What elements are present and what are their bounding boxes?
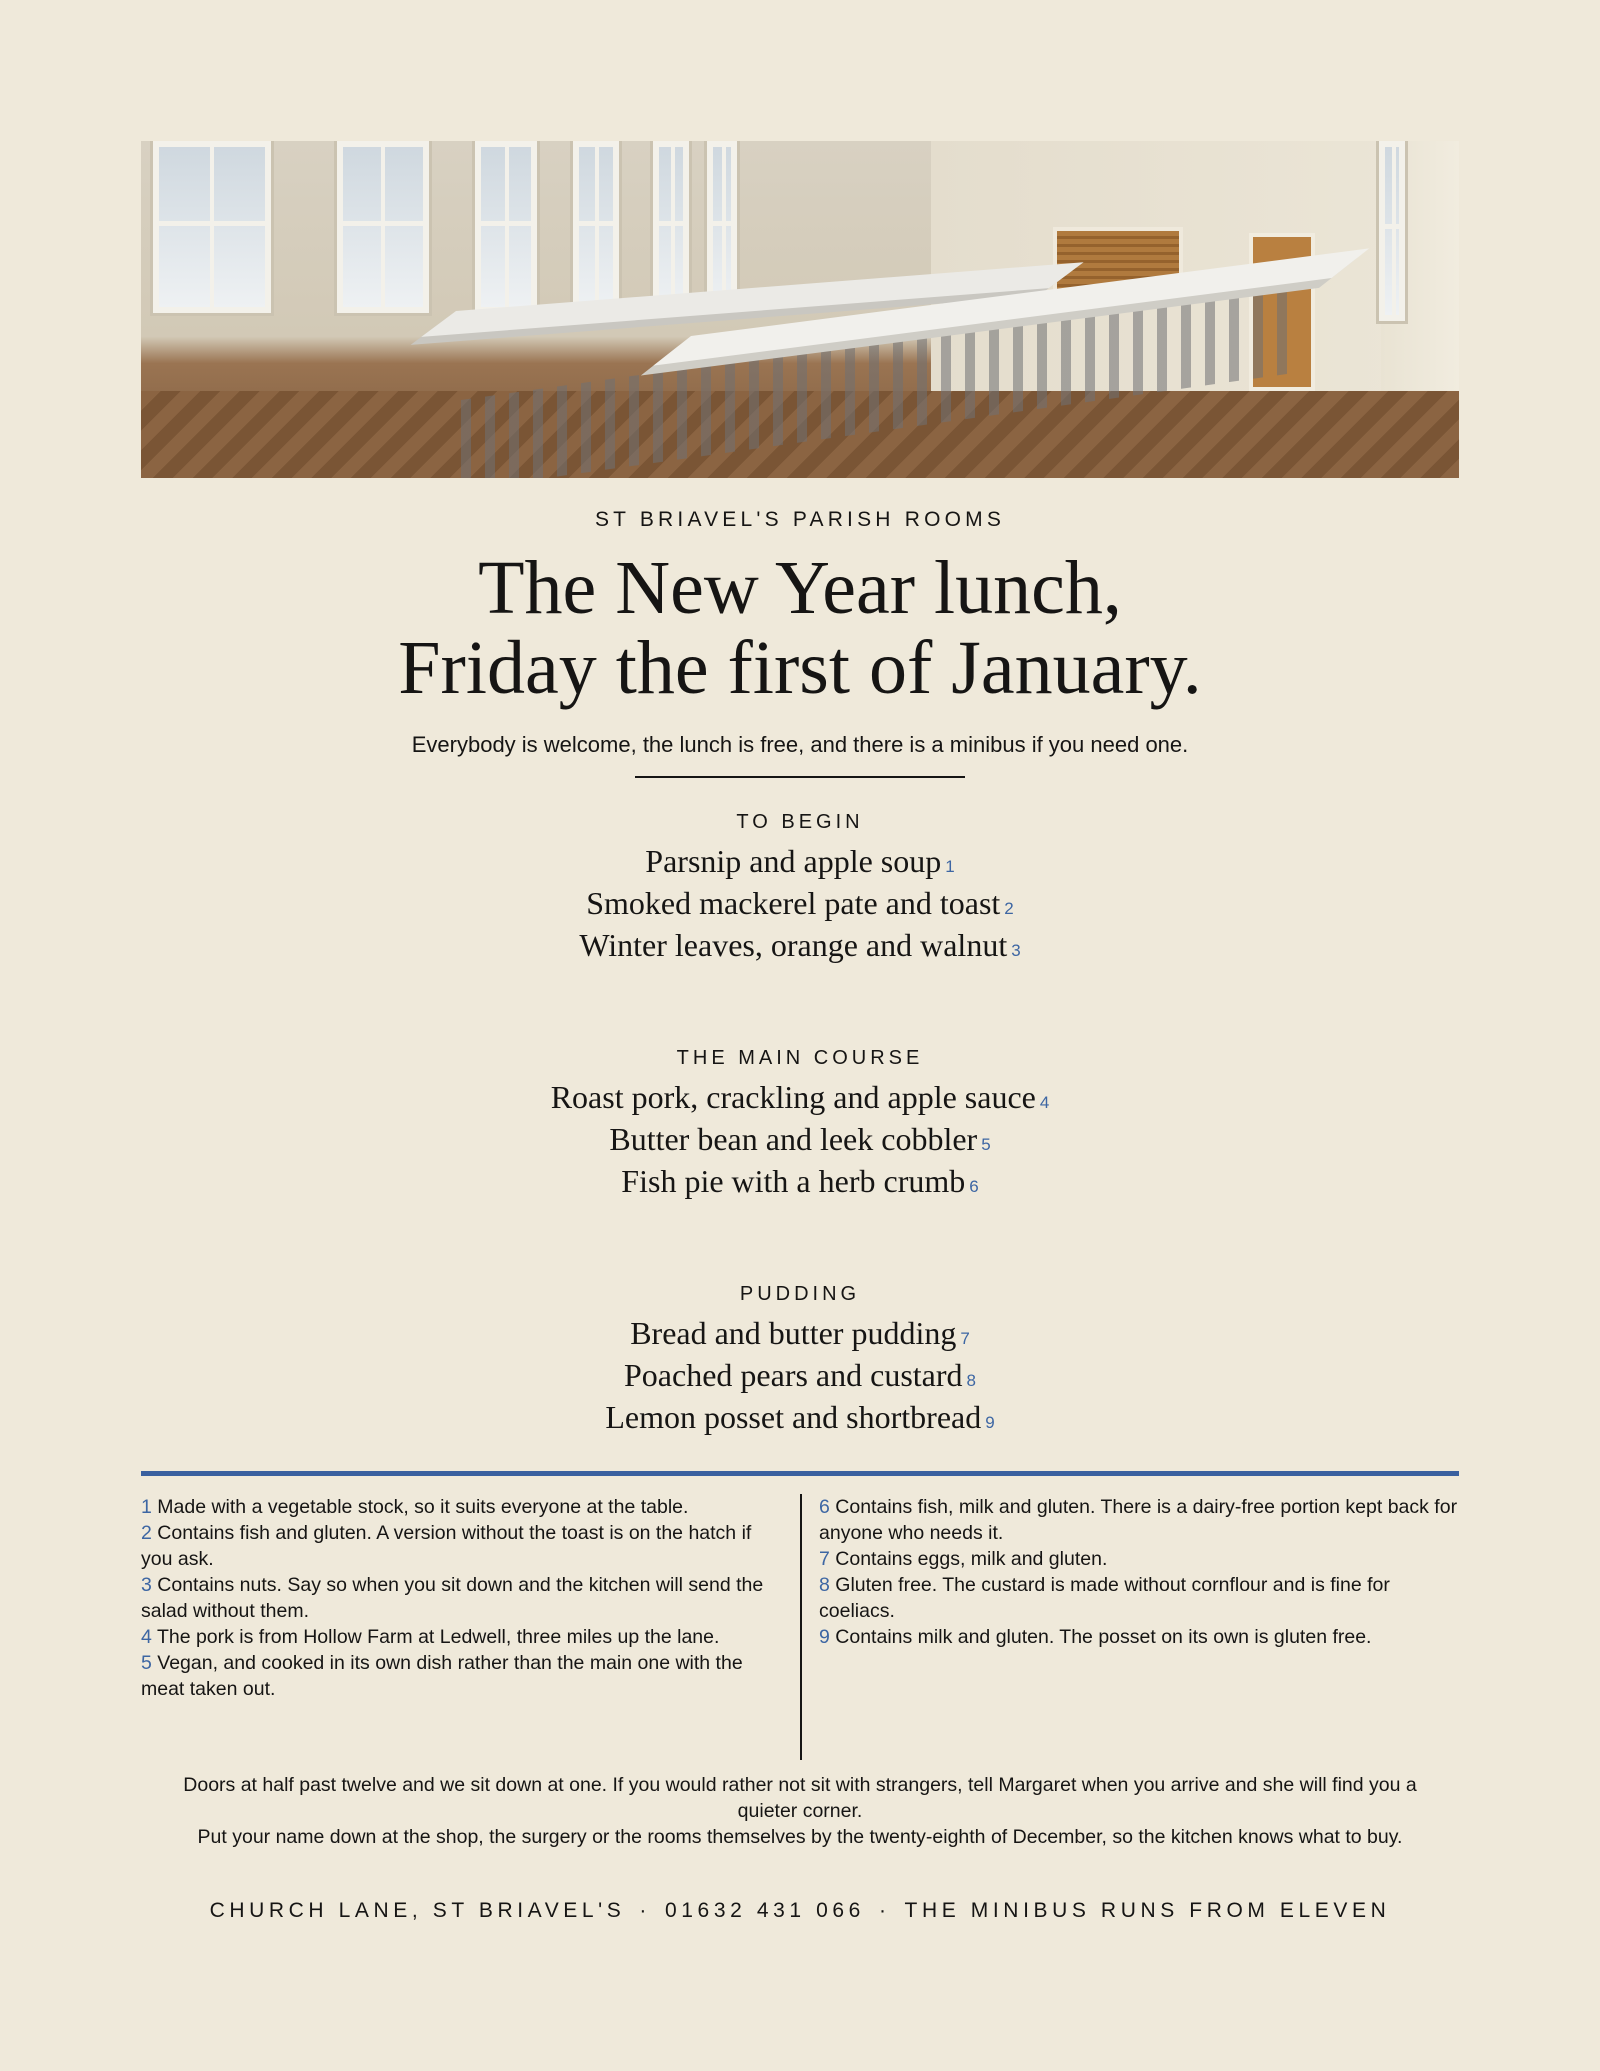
dish-item: Roast pork, crackling and apple sauce 4 xyxy=(550,1079,1050,1115)
footer-minibus: THE MINIBUS RUNS FROM ELEVEN xyxy=(904,1899,1391,1922)
title-line-2: Friday the first of January. xyxy=(398,626,1202,710)
footnote: 6 Contains fish, milk and gluten. There is a dairy-free portion kept back for anyone who needs it. xyxy=(819,1496,1458,1544)
footnote-ref: 2 xyxy=(1004,899,1014,918)
section-heading: THE MAIN COURSE xyxy=(676,1047,924,1069)
footnote: 7 Contains eggs, milk and gluten. xyxy=(819,1548,1108,1570)
footer-phone: 01632 431 066 xyxy=(665,1899,865,1922)
dish-item: Winter leaves, orange and walnut 3 xyxy=(579,927,1021,963)
dish-item: Parsnip and apple soup 1 xyxy=(645,843,955,879)
footnote-ref: 8 xyxy=(966,1371,976,1390)
dish-item: Butter bean and leek cobbler 5 xyxy=(609,1121,991,1157)
footnote: 4 The pork is from Hollow Farm at Ledwell, three miles up the lane. xyxy=(141,1626,720,1648)
footer-address: CHURCH LANE, ST BRIAVEL'S xyxy=(209,1899,626,1922)
info-paragraph: Put your name down at the shop, the surgery or the rooms themselves by the twenty-eighth of December, so the kitchen knows what to buy. xyxy=(197,1826,1403,1848)
footnote: 3 Contains nuts. Say so when you sit down and the kitchen will send the salad without them. xyxy=(141,1574,764,1622)
info-paragraph: Doors at half past twelve and we sit down at one. If you would rather not sit with strangers, tell Margaret when you arrive and she will find you a quieter corner. xyxy=(183,1774,1417,1822)
footnote-ref: 3 xyxy=(1011,941,1021,960)
section-heading: TO BEGIN xyxy=(736,811,864,833)
section-pudding xyxy=(0,1276,1600,1438)
footer-separator: · xyxy=(639,1899,651,1922)
arrival-info xyxy=(170,1772,1430,1850)
footnote-ref: 6 xyxy=(969,1177,979,1196)
footer-separator: · xyxy=(878,1899,891,1922)
section-starters xyxy=(0,804,1600,966)
notes-column-right xyxy=(819,1494,1459,1650)
section-heading: PUDDING xyxy=(739,1283,861,1305)
footnote-ref: 5 xyxy=(981,1135,991,1154)
divider xyxy=(635,776,965,778)
title-line-1: The New Year lunch, xyxy=(478,546,1122,630)
dish-item: Bread and butter pudding 7 xyxy=(630,1315,970,1351)
footnote: 1 Made with a vegetable stock, so it suits everyone at the table. xyxy=(141,1496,689,1518)
footnote-ref: 7 xyxy=(960,1329,970,1348)
dish-item: Fish pie with a herb crumb 6 xyxy=(621,1163,979,1199)
notes-column-left xyxy=(141,1494,771,1702)
column-divider xyxy=(800,1494,802,1760)
dish-item: Lemon posset and shortbread 9 xyxy=(605,1399,995,1435)
footnote: 8 Gluten free. The custard is made without cornflour and is fine for coeliacs. xyxy=(819,1574,1390,1622)
page-title xyxy=(0,548,1600,708)
hall-photo xyxy=(141,141,1459,478)
dish-item: Poached pears and custard 8 xyxy=(624,1357,976,1393)
dish-item: Smoked mackerel pate and toast 2 xyxy=(586,885,1014,921)
footnote-ref: 1 xyxy=(945,857,955,876)
footnote: 9 Contains milk and gluten. The posset on its own is gluten free. xyxy=(819,1626,1372,1648)
footnote: 5 Vegan, and cooked in its own dish rather than the main one with the meat taken out. xyxy=(141,1652,743,1700)
footnote: 2 Contains fish and gluten. A version without the toast is on the hatch if you ask. xyxy=(141,1522,752,1570)
notes-divider xyxy=(141,1471,1459,1476)
footnote-ref: 4 xyxy=(1039,1093,1050,1112)
section-main-course xyxy=(0,1040,1600,1202)
venue-name: ST BRIAVEL'S PARISH ROOMS xyxy=(594,508,1006,531)
footnote-ref: 9 xyxy=(985,1413,995,1432)
welcome-line: Everybody is welcome, the lunch is free, and there is a minibus if you need one. xyxy=(411,732,1189,757)
footer-contact xyxy=(0,1899,1600,1923)
